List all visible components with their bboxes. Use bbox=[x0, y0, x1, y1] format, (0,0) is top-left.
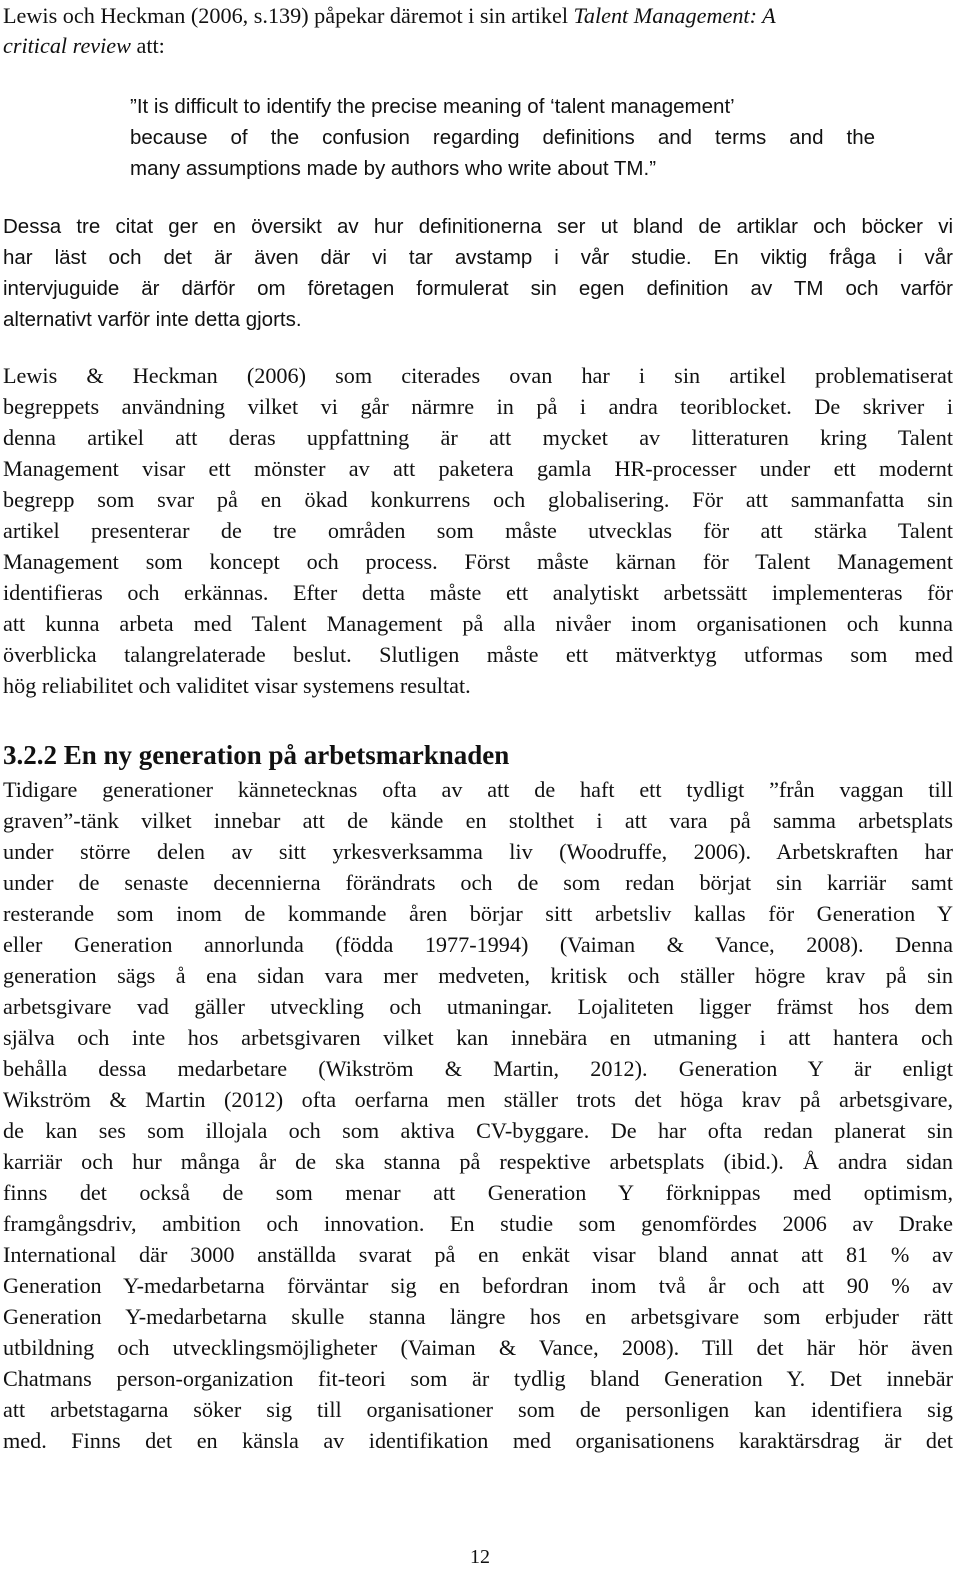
paragraph-line: Generation Y-medarbetarna skulle stanna längre hos en arbetsgivare som erbjuder rätt bbox=[3, 1304, 953, 1329]
paragraph-line: Tidigare generationer kännetecknas ofta av att de haft ett tydligt ”från vaggan till bbox=[3, 777, 953, 802]
paragraph-line: Management visar ett mönster av att paketera gamla HR-processer under ett modernt bbox=[3, 456, 953, 481]
paragraph-line: graven”-tänk vilket innebar att de kände en stolthet i att vara på samma arbetsplats bbox=[3, 808, 953, 833]
paragraph-line: begrepp som svar på en ökad konkurrens och globalisering. För att sammanfatta sin bbox=[3, 487, 953, 512]
paragraph-line: behålla dessa medarbetare (Wikström & Martin, 2012). Generation Y är enligt bbox=[3, 1056, 953, 1081]
paragraph-line: har läst och det är även där vi tar avstamp i vår studie. En viktig fråga i vår bbox=[3, 246, 953, 269]
intro-text: Lewis och Heckman (2006, s.139) påpekar däremot i sin artikel bbox=[3, 3, 574, 28]
paragraph-line: Management som koncept och process. Först måste kärnan för Talent Management bbox=[3, 549, 953, 574]
paragraph-line: denna artikel att deras uppfattning är att mycket av litteraturen kring Talent bbox=[3, 425, 953, 450]
quote-line: because of the confusion regarding definitions and terms and the bbox=[130, 126, 875, 149]
paragraph-line: alternativt varför inte detta gjorts. bbox=[3, 308, 302, 331]
section-heading: 3.2.2 En ny generation på arbetsmarknaden bbox=[3, 740, 510, 770]
paragraph-line: utbildning och utvecklingsmöjligheter (Vaiman & Vance, 2008). Till det här hör även bbox=[3, 1335, 953, 1360]
paragraph-line: finns det också de som menar att Generation Y förknippas med optimism, bbox=[3, 1180, 953, 1205]
paragraph-line: intervjuguide är därför om företagen formulerat sin egen definition av TM och varför bbox=[3, 277, 953, 300]
paragraph-line: generation sägs å ena sidan vara mer medveten, kritisk och ställer högre krav på sin bbox=[3, 963, 953, 988]
paragraph-line: eller Generation annorlunda (födda 1977-1994) (Vaiman & Vance, 2008). Denna bbox=[3, 932, 953, 957]
paragraph-line: att kunna arbeta med Talent Management på alla nivåer inom organisationen och kunna bbox=[3, 611, 953, 636]
page-number: 12 bbox=[470, 1546, 490, 1568]
paragraph-line: under de senaste decennierna förändrats och de som redan börjat sin karriär samt bbox=[3, 870, 953, 895]
paragraph-line: överblicka talangrelaterade beslut. Slutligen måste ett mätverktyg utformas som med bbox=[3, 642, 953, 667]
paragraph-line: Lewis & Heckman (2006) som citerades ovan har i sin artikel problematiserat bbox=[3, 363, 953, 388]
paragraph-line: Generation Y-medarbetarna förväntar sig en befordran inom två år och att 90 % av bbox=[3, 1273, 953, 1298]
paragraph-line: arbetsgivare vad gäller utveckling och utmaningar. Lojaliteten ligger främst hos dem bbox=[3, 994, 953, 1019]
paragraph-line: International där 3000 anställda svarat på en enkät visar bland annat att 81 % av bbox=[3, 1242, 953, 1267]
paragraph-line: artikel presenterar de tre områden som måste utvecklas för att stärka Talent bbox=[3, 518, 953, 543]
quote-line: many assumptions made by authors who write about TM.” bbox=[130, 157, 657, 180]
paragraph-line: själva och inte hos arbetsgivaren vilket kan innebära en utmaning i att hantera och bbox=[3, 1025, 953, 1050]
paragraph-line: framgångsdriv, ambition och innovation. En studie som genomfördes 2006 av Drake bbox=[3, 1211, 953, 1236]
quote-line: ”It is difficult to identify the precise meaning of ‘talent management’ bbox=[130, 95, 735, 118]
paragraph-line: Wikström & Martin (2012) ofta oerfarna men ställer trots det höga krav på arbetsgivare, bbox=[3, 1087, 953, 1112]
paragraph-line: att arbetstagarna söker sig till organisationer som de personligen kan identifiera sig bbox=[3, 1397, 953, 1422]
paragraph-line: de kan ses som illojala och som aktiva CV-byggare. De har ofta redan planerat sin bbox=[3, 1118, 953, 1143]
article-title: Talent Management: A bbox=[573, 3, 776, 28]
paragraph-line: begreppets användning vilket vi går närmre in på i andra teoriblocket. De skriver i bbox=[3, 394, 953, 419]
paragraph-line: Chatmans person-organization fit-teori som är tydlig bland Generation Y. Det innebär bbox=[3, 1366, 953, 1391]
paragraph-line: under större delen av sitt yrkesverksamma liv (Woodruffe, 2006). Arbetskraften har bbox=[3, 839, 953, 864]
paragraph-line: resterande som inom de kommande åren börjar sitt arbetsliv kallas för Generation Y bbox=[3, 901, 953, 926]
paragraph-line: Dessa tre citat ger en översikt av hur definitionerna ser ut bland de artiklar och böcker vi bbox=[3, 215, 953, 238]
paragraph-line: hög reliabilitet och validitet visar systemens resultat. bbox=[3, 673, 471, 698]
intro-text-cont: att: bbox=[130, 33, 165, 58]
intro-line-2 bbox=[3, 30, 953, 61]
paragraph-line: med. Finns det en känsla av identifikation med organisationens karaktärsdrag är det bbox=[3, 1428, 953, 1453]
paragraph-line: identifieras och erkännas. Efter detta måste ett analytiskt arbetssätt implementeras för bbox=[3, 580, 953, 605]
article-title-cont: critical review bbox=[3, 33, 131, 58]
paragraph-line: karriär och hur många år de ska stanna på respektive arbetsplats (ibid.). Å andra sidan bbox=[3, 1149, 953, 1174]
intro-line-1 bbox=[3, 0, 953, 31]
